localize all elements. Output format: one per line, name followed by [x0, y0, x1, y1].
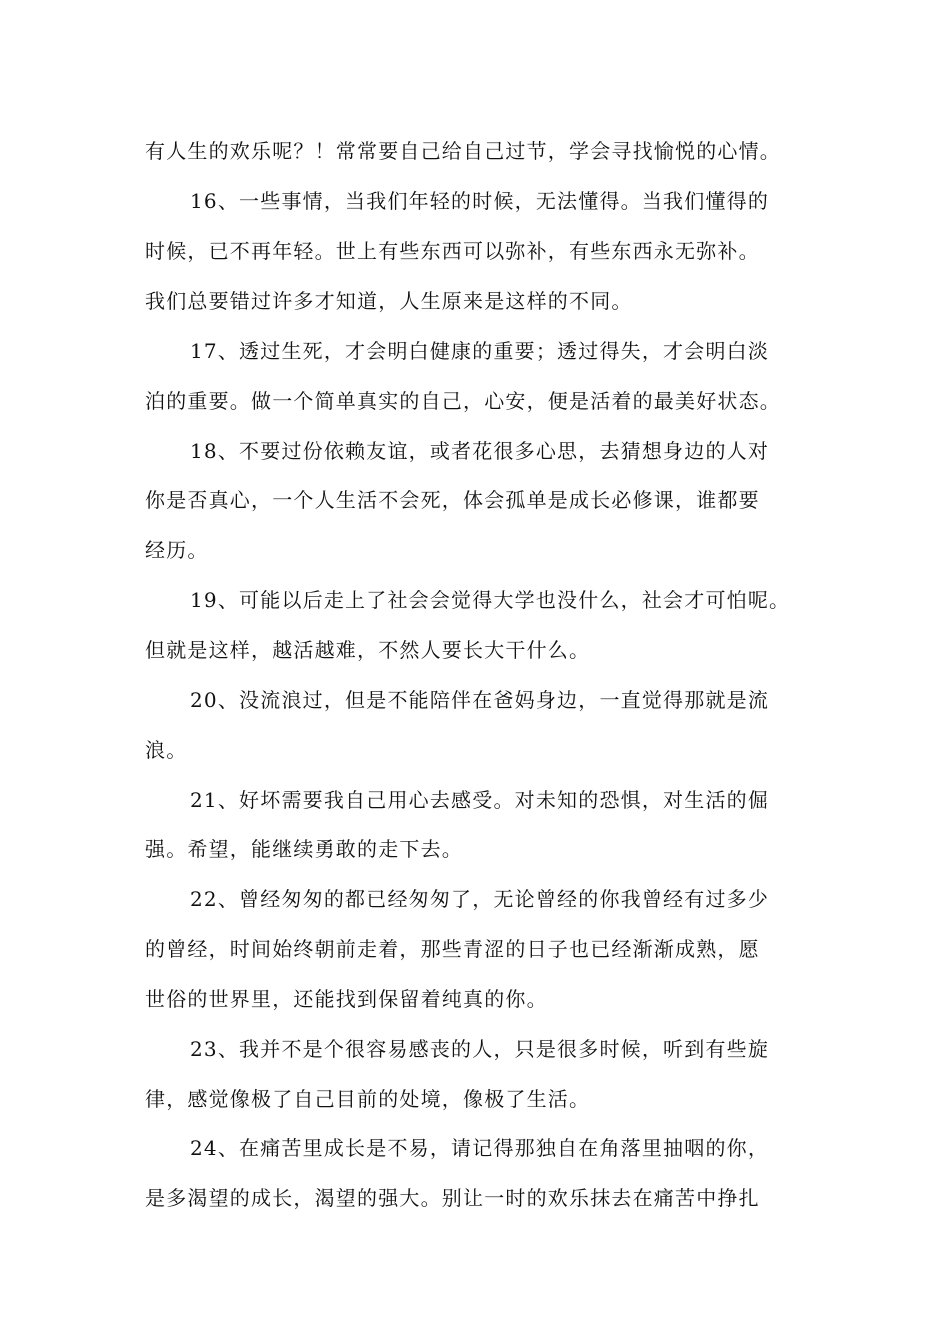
paragraph-start-17: 17、透过生死，才会明白健康的重要；透过得失，才会明白淡 — [190, 339, 770, 363]
paragraph-start-23: 23、我并不是个很容易感丧的人，只是很多时候，听到有些旋 — [190, 1037, 770, 1061]
text-line: 浪。 — [145, 738, 188, 762]
text-line: 强。希望，能继续勇敢的走下去。 — [145, 837, 463, 861]
text-line: 世俗的世界里，还能找到保留着纯真的你。 — [145, 987, 548, 1011]
paragraph-start-18: 18、不要过份依赖友谊，或者花很多心思，去猜想身边的人对 — [190, 439, 770, 463]
text-line: 律，感觉像极了自己目前的处境，像极了生活。 — [145, 1087, 591, 1111]
text-line: 有人生的欢乐呢？！常常要自己给自己过节，学会寻找愉悦的心情。 — [145, 139, 781, 163]
text-line: 但就是这样，越活越难，不然人要长大干什么。 — [145, 638, 591, 662]
text-line: 的曾经，时间始终朝前走着，那些青涩的日子也已经渐渐成熟，愿 — [145, 937, 760, 961]
text-line: 我们总要错过许多才知道，人生原来是这样的不同。 — [145, 289, 633, 313]
text-line: 经历。 — [145, 538, 209, 562]
text-line: 时候，已不再年轻。世上有些东西可以弥补，有些东西永无弥补。 — [145, 239, 760, 263]
text-line: 你是否真心，一个人生活不会死，体会孤单是成长必修课，谁都要 — [145, 488, 760, 512]
paragraph-start-20: 20、没流浪过，但是不能陪伴在爸妈身边，一直觉得那就是流 — [190, 688, 770, 712]
text-line: 泊的重要。做一个简单真实的自己，心安，便是活着的最美好状态。 — [145, 389, 781, 413]
text-line: 是多渴望的成长，渴望的强大。别让一时的欢乐抹去在痛苦中挣扎 — [145, 1186, 760, 1210]
paragraph-start-24: 24、在痛苦里成长是不易，请记得那独自在角落里抽咽的你， — [190, 1136, 770, 1160]
paragraph-start-16: 16、一些事情，当我们年轻的时候，无法懂得。当我们懂得的 — [190, 189, 770, 213]
paragraph-start-22: 22、曾经匆匆的都已经匆匆了，无论曾经的你我曾经有过多少 — [190, 887, 770, 911]
paragraph-start-21: 21、好坏需要我自己用心去感受。对未知的恐惧，对生活的倔 — [190, 788, 770, 812]
paragraph-start-19: 19、可能以后走上了社会会觉得大学也没什么，社会才可怕呢。 — [190, 588, 791, 612]
